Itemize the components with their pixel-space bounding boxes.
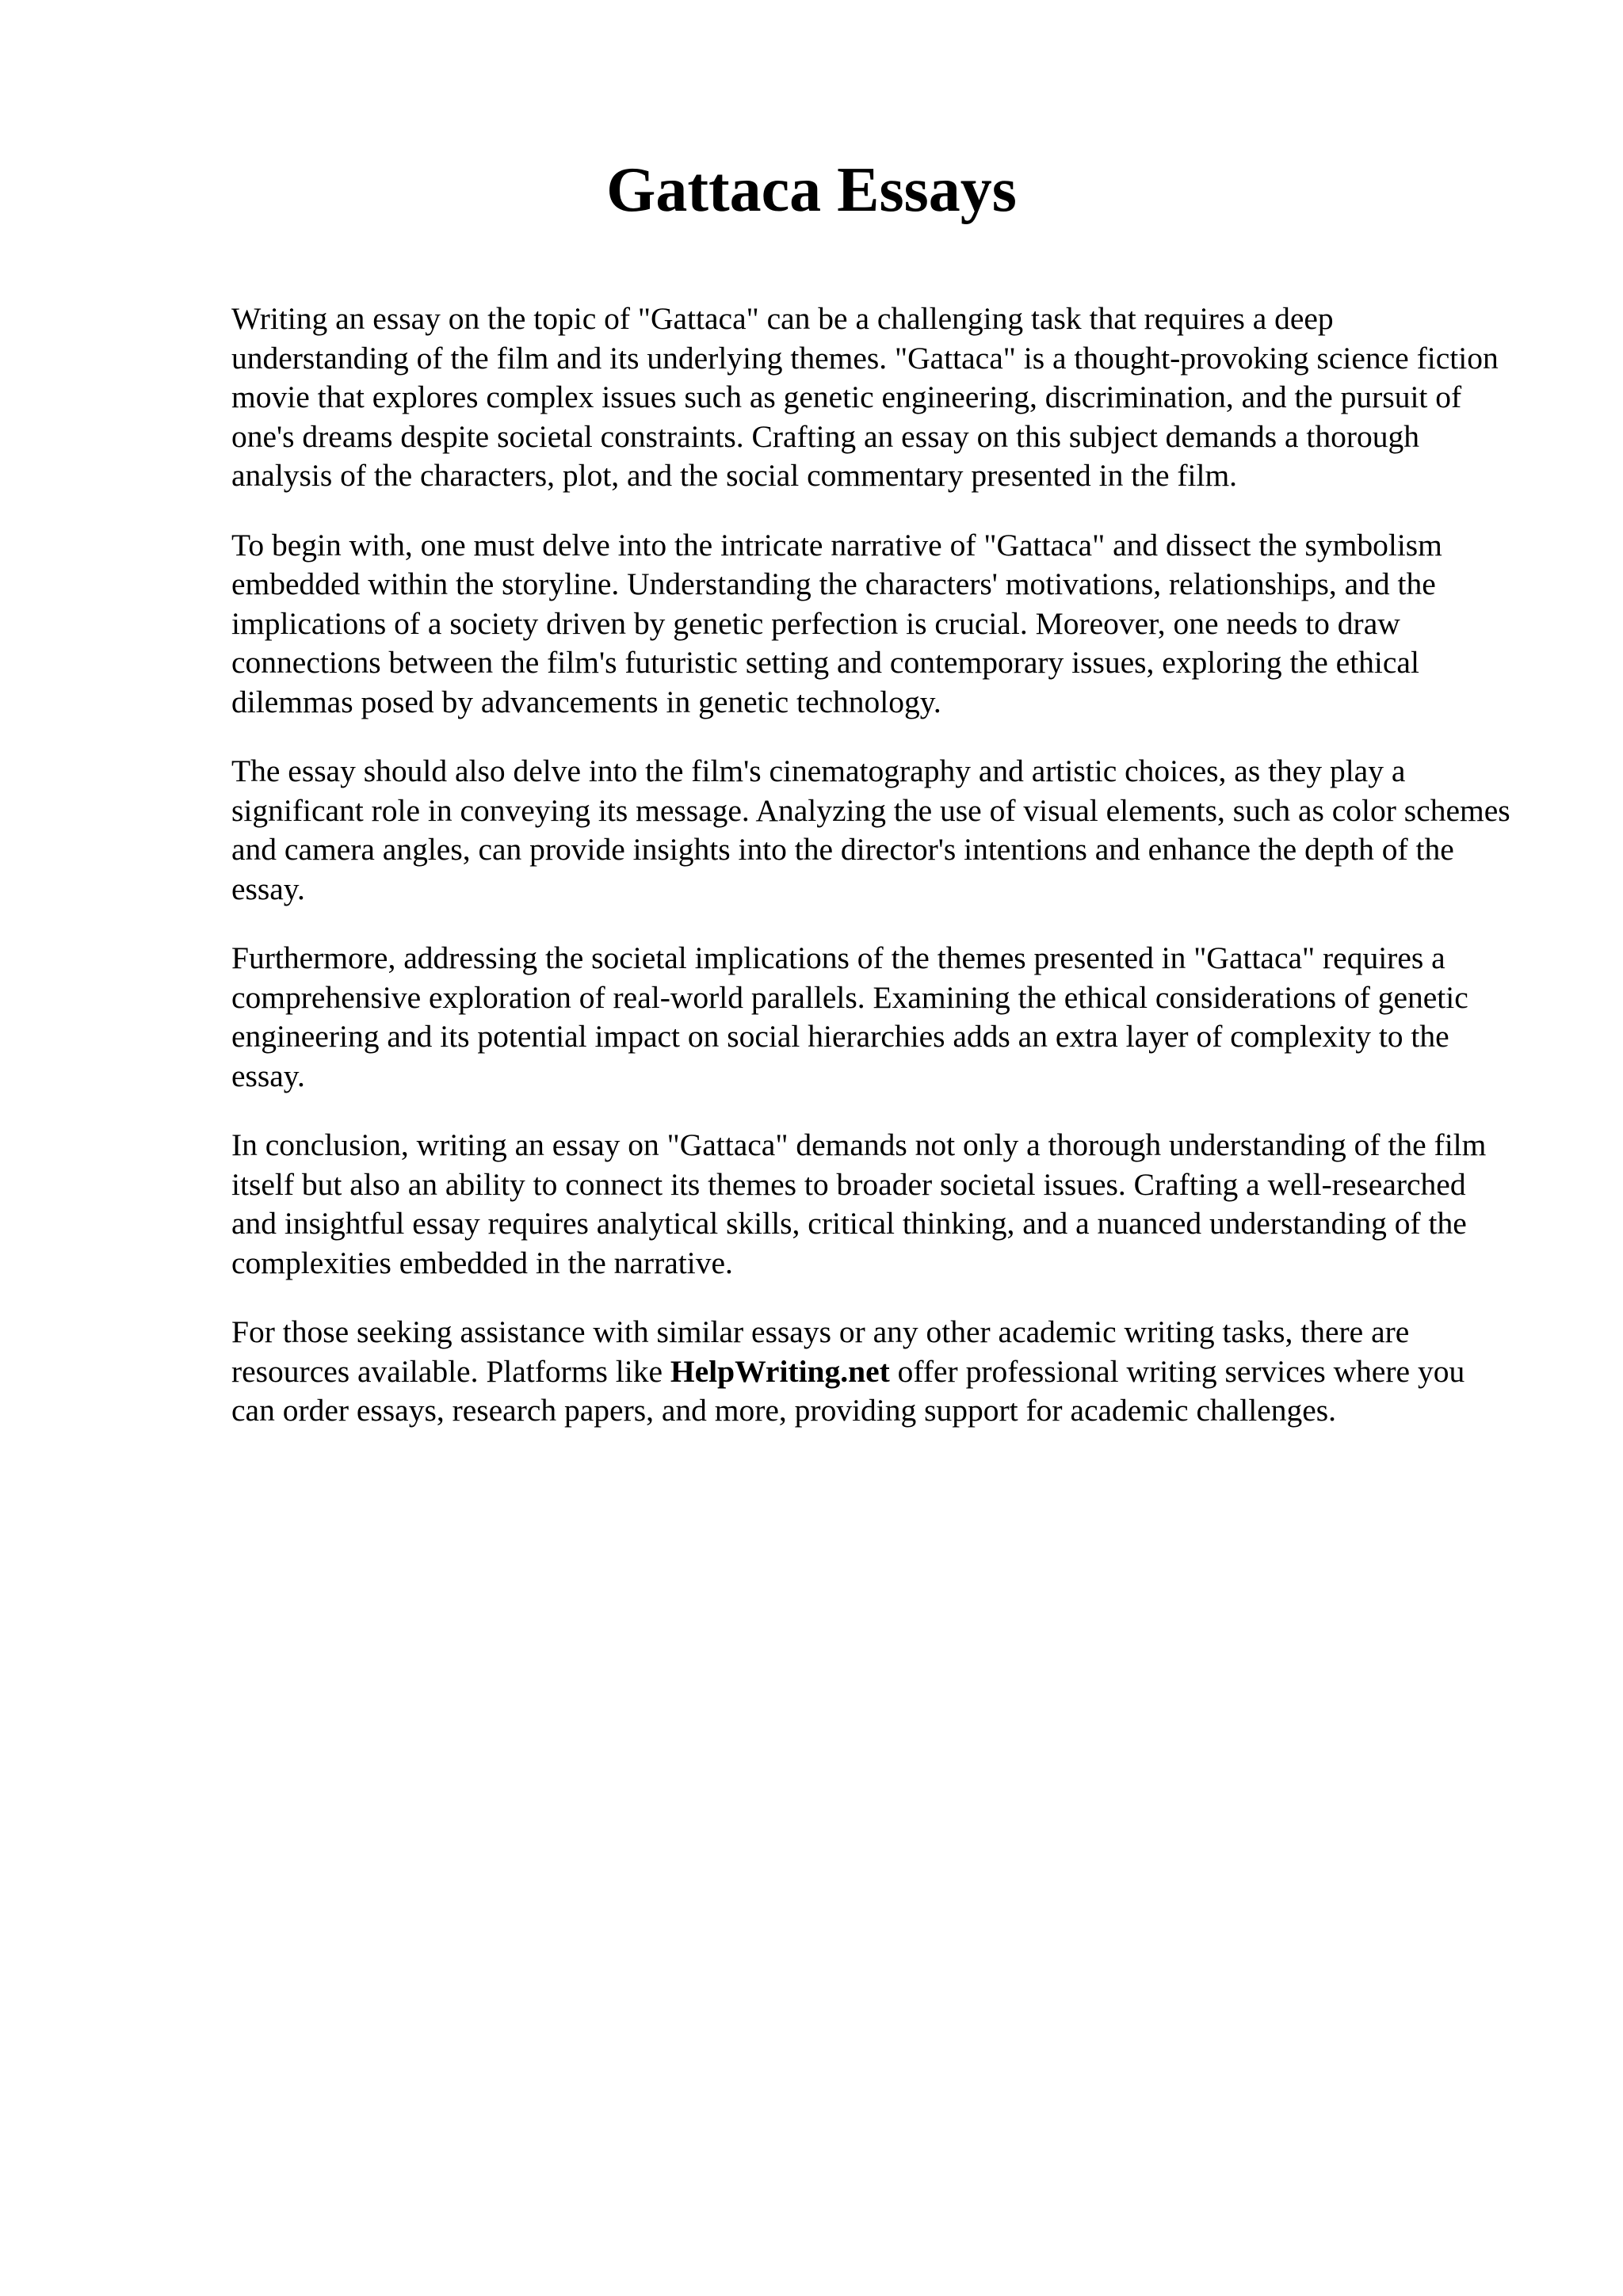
paragraph-6-intro: For those seeking assistance with similar essays or any other academic writing tasks, there are resources available. Platforms like (231, 1314, 1410, 1389)
paragraph-1: Writing an essay on the topic of "Gattaca" can be a challenging task that requires a deep understanding of the film and its underlying themes. "Gattaca" is a thought-provoking science fiction movie that explores complex issues such as genetic engineering, discrimination, and the pursuit of one's dreams despite societal constraints. Crafting an essay on this subject demands a thorough analysis of the characters, plot, and the social commentary presented in the film. (231, 301, 1499, 493)
paragraph-6-end: offer professional writing services where you can order essays, research papers, and more, providing support for academic challenges. (231, 1353, 1465, 1428)
paragraph-2: To begin with, one must delve into the intricate narrative of "Gattaca" and dissect the symbolism embedded within the storyline. Understanding the characters' motivations, relationships, and the implications of a society driven by genetic perfection is crucial. Moreover, one needs to draw connections between the film's futuristic setting and contemporary issues, exploring the ethical dilemmas posed by advancements in genetic technology. (231, 527, 1442, 719)
paragraph-6 (231, 1313, 1515, 1431)
paragraph-4: Furthermore, addressing the societal implications of the themes presented in "Gattaca" requires a comprehensive exploration of real-world parallels. Examining the ethical considerations of genetic engineering and its potential impact on social hierarchies adds an extra layer of complexity to the essay. (231, 940, 1468, 1093)
helpwriting-link[interactable]: HelpWriting.net (670, 1353, 890, 1389)
essay-body (231, 299, 1515, 1461)
paragraph-3: The essay should also delve into the film's cinematography and artistic choices, as they play a significant role in conveying its message. Analyzing the use of visual elements, such as color schemes and camera angles, can provide insights into the director's intentions and enhance the depth of the essay. (231, 753, 1510, 906)
paragraph-5: In conclusion, writing an essay on "Gattaca" demands not only a thorough understanding of the film itself but also an ability to connect its themes to broader societal issues. Crafting a well-researched and insightful essay requires analytical skills, critical thinking, and a nuanced understanding of the complexities embedded in the narrative. (231, 1127, 1487, 1280)
page-title: Gattaca Essays (606, 155, 1017, 225)
